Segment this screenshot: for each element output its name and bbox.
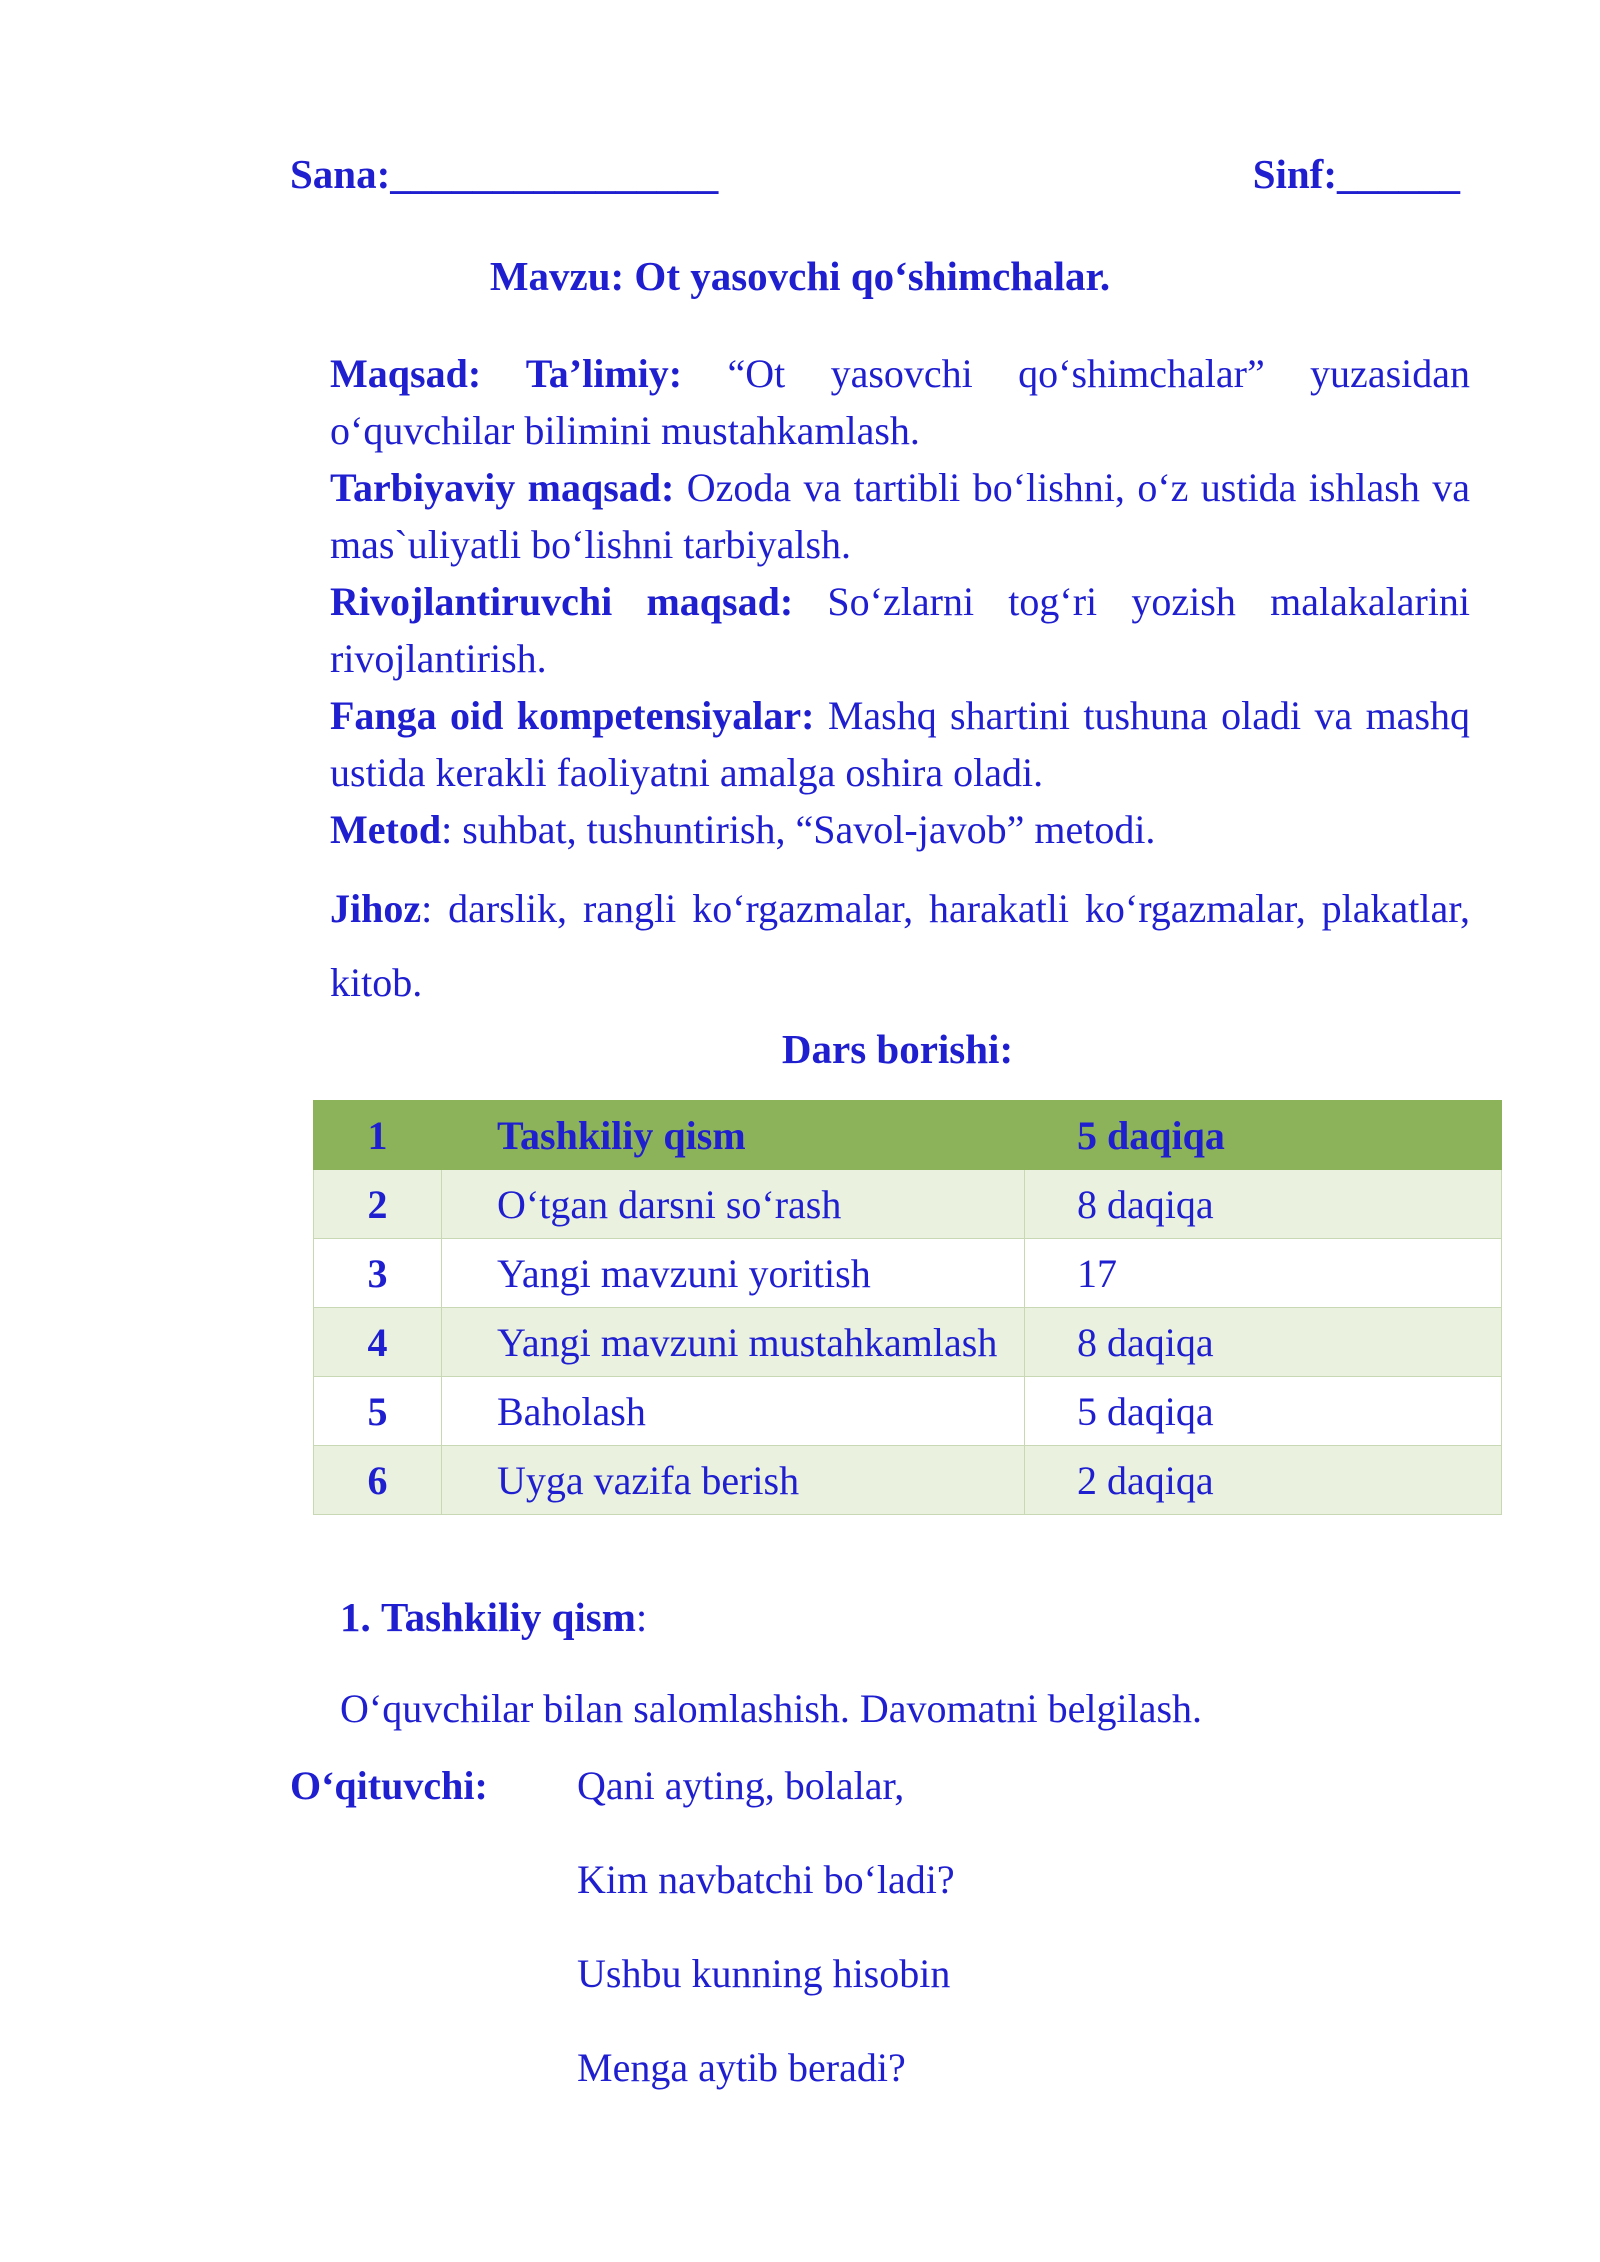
header-row (290, 150, 1460, 210)
goal-label: Jihoz (330, 886, 422, 931)
poem-line: Kim navbatchi bo‘ladi? (577, 1857, 955, 1902)
table-cell-stage: Uyga vazifa berish (442, 1446, 1025, 1515)
table-cell-duration: 17 (1025, 1239, 1502, 1308)
table-cell-stage: Yangi mavzuni yoritish (442, 1239, 1025, 1308)
goal-text: Ozoda va tartibli bo‘lishni, o‘z ustida ishlash va mas`uliyatli bo‘lishni tarbiyalsh. (330, 465, 1470, 567)
goal-method (330, 801, 1470, 858)
class-field: Sinf:______ (1252, 151, 1460, 197)
table-cell-stage: Tashkiliy qism (442, 1101, 1025, 1170)
goal-upbringing (330, 459, 1470, 573)
lesson-flow-title: Dars borishi: (781, 1026, 1014, 1072)
poem-line: Ushbu kunning hisobin (577, 1951, 951, 1996)
goal-text: “Ot yasovchi qo‘shimchalar” yuzasidan o‘quvchilar bilimini mustahkamlash. (330, 351, 1471, 453)
table-cell-number: 1 (314, 1101, 442, 1170)
date-field: Sana:________________ (290, 151, 719, 197)
table-row (314, 1308, 1502, 1377)
goal-text: : suhbat, tushuntirish, “Savol-javob” metodi. (441, 807, 1156, 852)
table-cell-duration: 5 daqiqa (1025, 1377, 1502, 1446)
section-number: 1. (340, 1594, 371, 1640)
table-row (314, 1239, 1502, 1308)
table-cell-number: 2 (314, 1170, 442, 1239)
table-cell-stage: Yangi mavzuni mustahkamlash (442, 1308, 1025, 1377)
goal-equipment (330, 872, 1470, 1020)
page-title: Mavzu: Ot yasovchi qo‘shimchalar. (489, 253, 1111, 299)
goal-label: Maqsad: Ta’limiy: (330, 351, 683, 396)
teacher-label: O‘qituvchi: (290, 1763, 488, 1808)
goal-label: Rivojlantiruvchi maqsad: (330, 579, 794, 624)
table-cell-duration: 5 daqiqa (1025, 1101, 1502, 1170)
goal-competencies (330, 687, 1470, 801)
table-cell-duration: 2 daqiqa (1025, 1446, 1502, 1515)
table-row (314, 1377, 1502, 1446)
table-row (314, 1101, 1502, 1170)
goal-developmental (330, 573, 1470, 687)
section-colon: : (635, 1594, 648, 1640)
intro-text: O‘quvchilar bilan salomlashish. Davomatni belgilash. (340, 1686, 1203, 1731)
table-cell-stage: O‘tgan darsni so‘rash (442, 1170, 1025, 1239)
section-heading (340, 1593, 647, 1641)
goal-text: Mashq shartini tushuna oladi va mashq ustida kerakli faoliyatni amalga oshira oladi. (330, 693, 1471, 795)
section-title: Tashkiliy qism (381, 1594, 636, 1640)
poem-line: Menga aytib beradi? (577, 2045, 906, 2090)
goal-educational (330, 345, 1470, 459)
poem-line: Qani ayting, bolalar, (577, 1763, 905, 1808)
goal-label: Tarbiyaviy maqsad: (330, 465, 675, 510)
table-cell-number: 6 (314, 1446, 442, 1515)
table-cell-number: 4 (314, 1308, 442, 1377)
table-row (314, 1170, 1502, 1239)
goal-label: Metod (330, 807, 442, 852)
goal-text: : darslik, rangli ko‘rgazmalar, harakatli ko‘rgazmalar, plakatlar, kitob. (330, 886, 1470, 1005)
table-cell-number: 5 (314, 1377, 442, 1446)
goal-text: So‘zlarni tog‘ri yozish malakalarini rivojlantirish. (330, 579, 1470, 681)
table-cell-number: 3 (314, 1239, 442, 1308)
table-cell-duration: 8 daqiqa (1025, 1170, 1502, 1239)
goals-block (330, 345, 1470, 1020)
table-cell-stage: Baholash (442, 1377, 1025, 1446)
table-row (314, 1446, 1502, 1515)
table-cell-duration: 8 daqiqa (1025, 1308, 1502, 1377)
goal-label: Fanga oid kompetensiyalar: (330, 693, 815, 738)
lesson-plan-table (313, 1100, 1502, 1515)
